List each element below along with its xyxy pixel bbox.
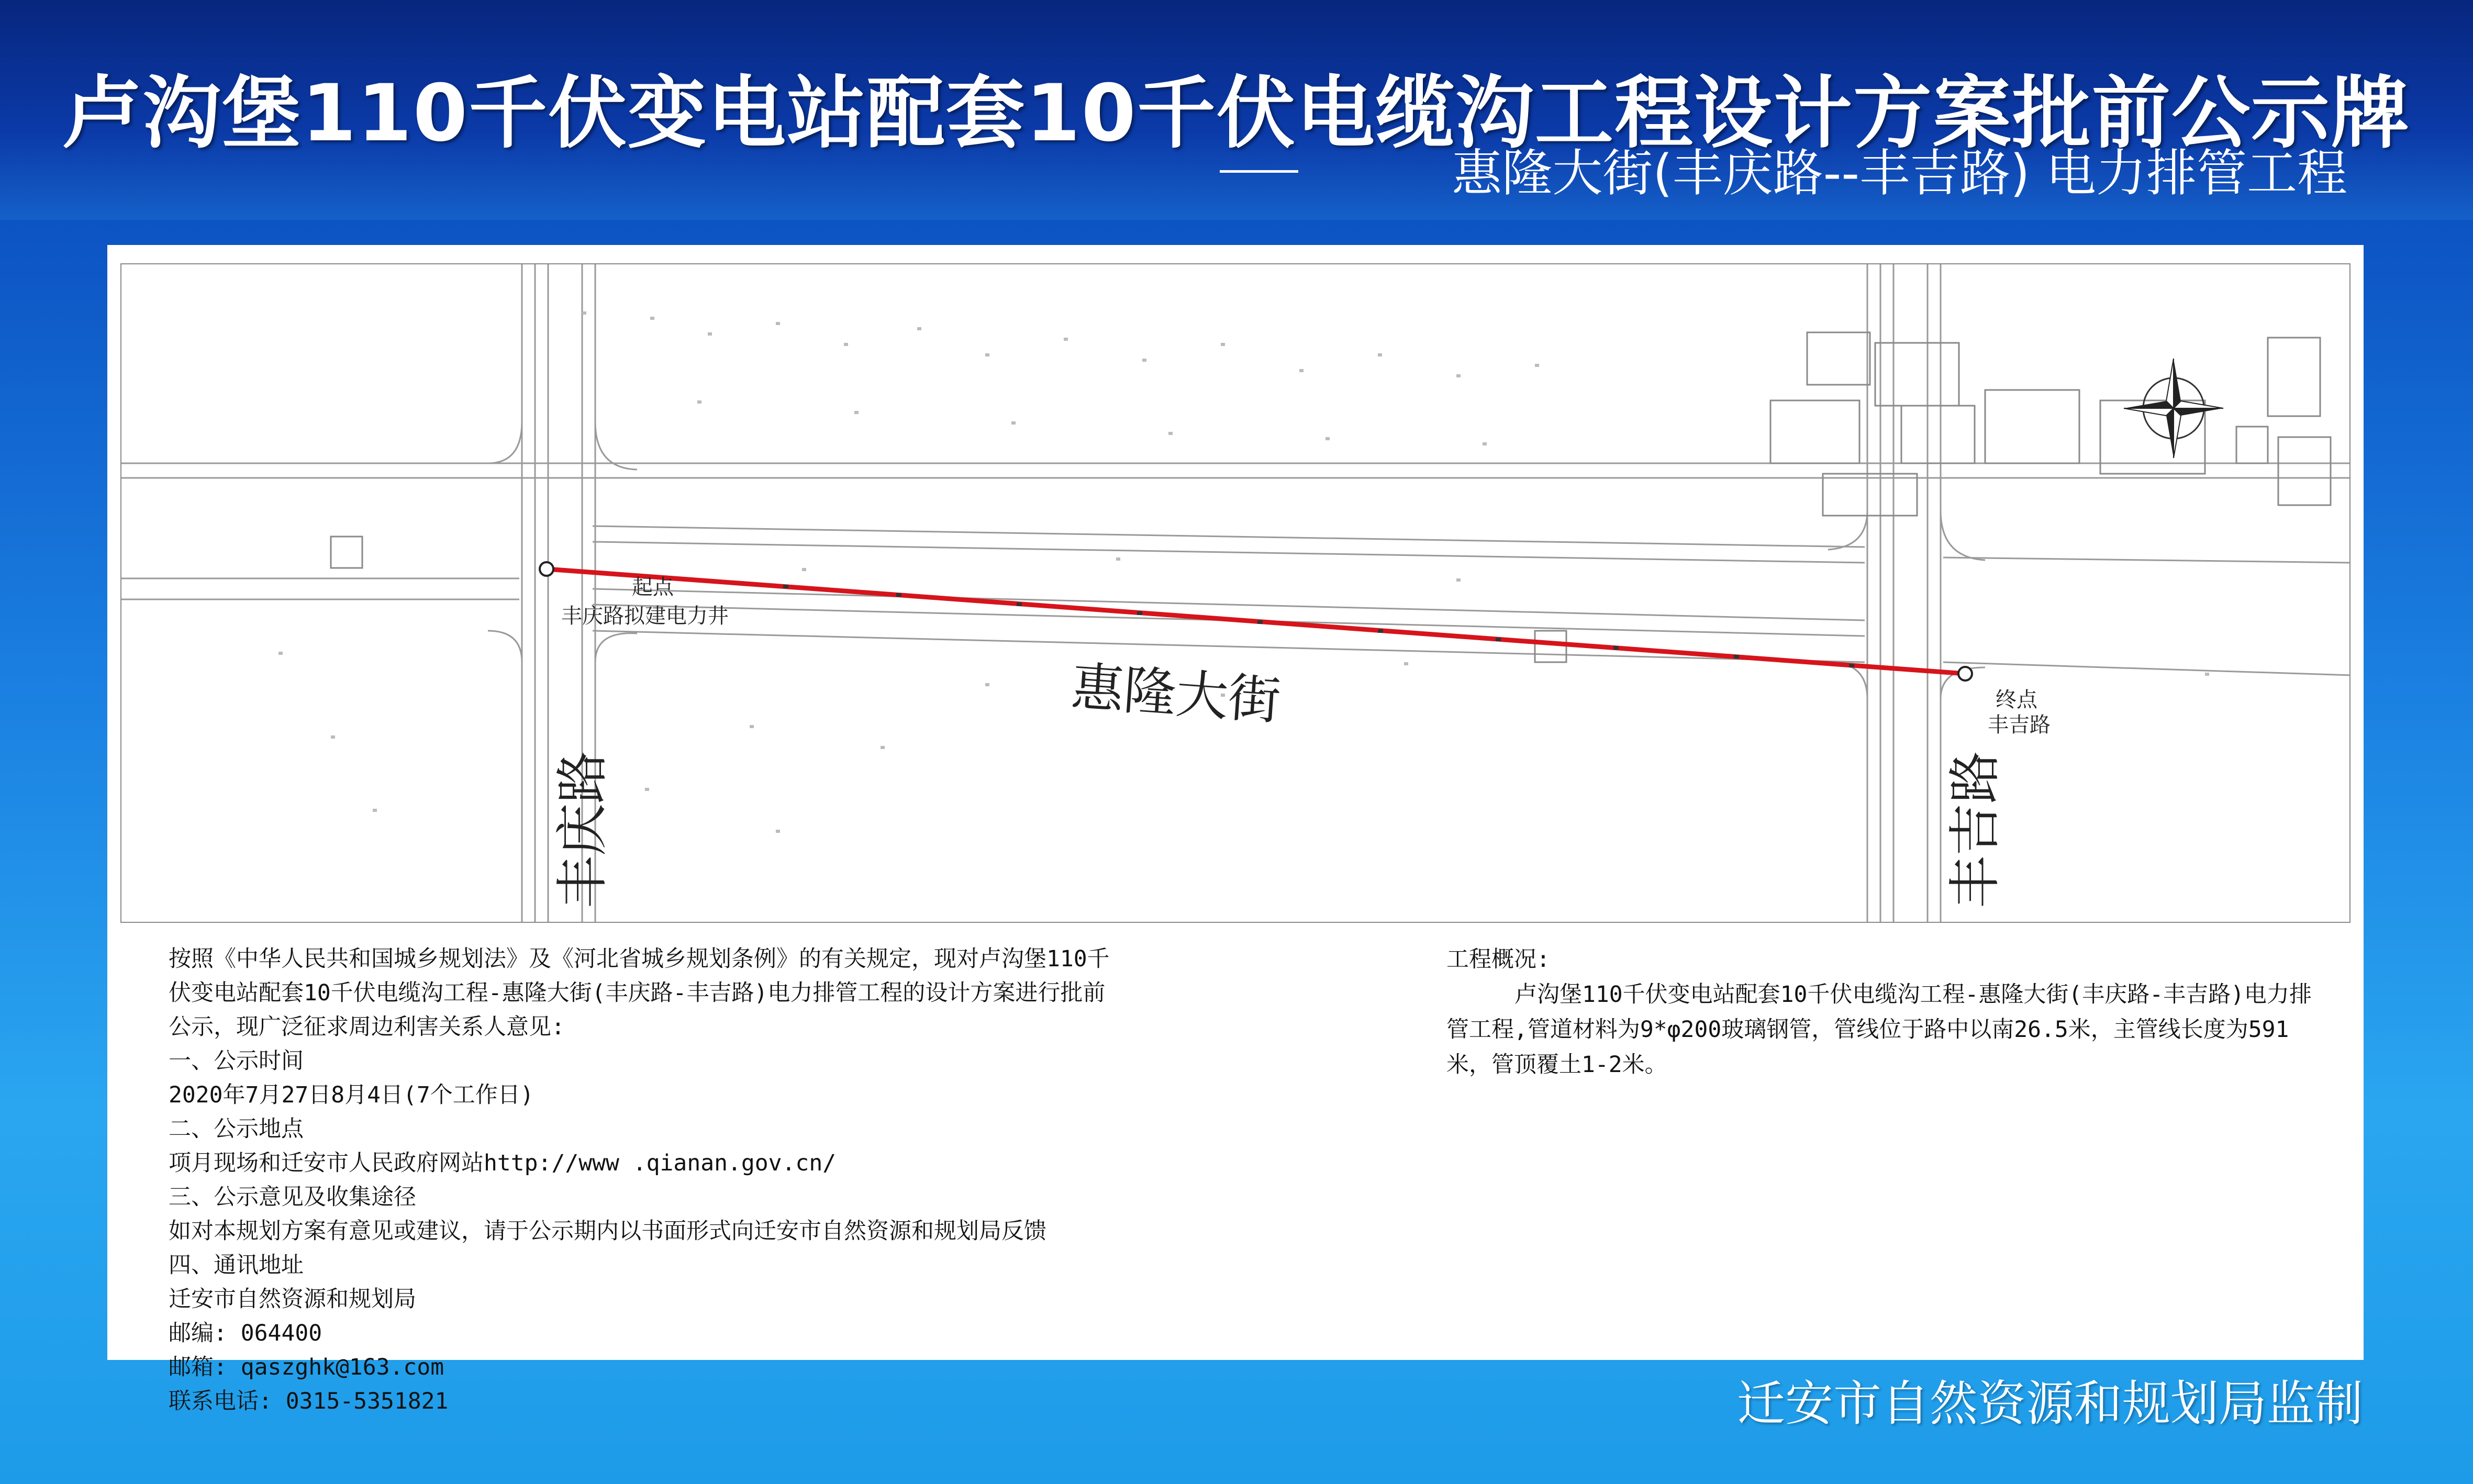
page-title: 卢沟堡110千伏变电站配套10千伏电缆沟工程设计方案批前公示牌 (63, 68, 2410, 159)
start-label: 起点 (632, 575, 674, 599)
end-desc: 丰吉路 (1988, 713, 2051, 737)
north-arrow-compass-icon (2124, 359, 2223, 458)
notice-line: 二、公示地点 (169, 1116, 304, 1142)
subtitle-dash (1220, 170, 1298, 173)
overview-body: 卢沟堡110千伏变电站配套10千伏电缆沟工程-惠隆大街(丰庆路-丰吉路)电力排管工程,管道材料为9*φ200玻璃钢管，管线位于路中以南26.5米，主管线长度为591米，管顶覆土1-2米。 (1446, 981, 2312, 1078)
overview-heading: 工程概况: (1446, 946, 1550, 973)
notice-line: 联系电话: 0315-5351821 (169, 1388, 449, 1414)
notice-text (169, 942, 1425, 1419)
project-overview (1446, 942, 2315, 1083)
end-label: 终点 (1996, 688, 2037, 712)
road-east-name: 丰吉路 (1944, 751, 2006, 908)
main-street-lines (121, 463, 2351, 675)
notice-line: 项月现场和迁安市人民政府网站http://www .qianan.gov.cn/ (169, 1150, 837, 1176)
notice-line: 伏变电站配套10千伏电缆沟工程-惠隆大街(丰庆路-丰吉路)电力排管工程的设计方案进行批前 (169, 980, 1106, 1006)
site-plan-map (120, 263, 2351, 923)
notice-line: 按照《中华人民共和国城乡规划法》及《河北省城乡规划条例》的有关规定，现对卢沟堡110千 (169, 946, 1110, 972)
notice-line: 邮编: 064400 (169, 1320, 322, 1346)
end-well-icon (1958, 667, 1972, 680)
page-subtitle: 惠隆大街(丰庆路--丰吉路) 电力排管工程 (1452, 144, 2347, 203)
notice-line: 迁安市自然资源和规划局 (169, 1286, 416, 1312)
notice-line: 四、通讯地址 (169, 1252, 304, 1278)
start-well-icon (540, 562, 553, 576)
notice-line: 2020年7月27日8月4日(7个工作日) (169, 1082, 534, 1108)
notice-line: 邮箱: qaszghk@163.com (169, 1354, 444, 1380)
site-plan-drawing (121, 264, 2351, 923)
notice-line: 公示，现广泛征求周边利害关系人意见: (169, 1014, 565, 1040)
notice-line: 三、公示意见及收集途径 (169, 1184, 416, 1210)
start-desc: 丰庆路拟建电力井 (561, 604, 729, 628)
notice-line: 如对本规划方案有意见或建议，请于公示期内以书面形式向迁安市自然资源和规划局反馈 (169, 1218, 1046, 1244)
main-street-name: 惠隆大街 (1069, 656, 1283, 732)
issuer-footer: 迁安市自然资源和规划局监制 (1736, 1376, 2363, 1432)
notice-line: 一、公示时间 (169, 1048, 304, 1074)
road-west-name: 丰庆路 (552, 751, 613, 908)
road-east-lines (1867, 264, 1941, 923)
